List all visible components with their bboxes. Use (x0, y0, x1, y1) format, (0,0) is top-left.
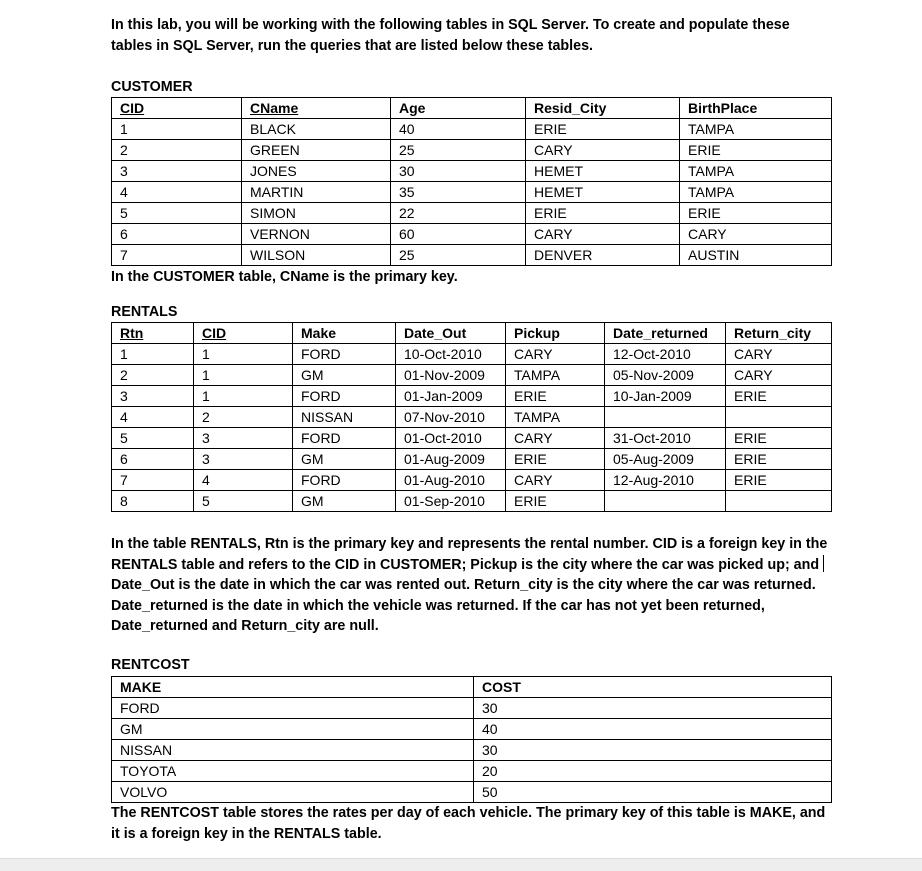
customer-cell-birthplace: TAMPA (680, 182, 832, 203)
rentals-cell-pickup: CARY (506, 470, 605, 491)
customer-cell-cname: JONES (242, 161, 391, 182)
rentcost-header-make: MAKE (112, 677, 474, 698)
rentals-header-return-city: Return_city (726, 323, 832, 344)
customer-row (112, 161, 832, 182)
customer-cell-cname: SIMON (242, 203, 391, 224)
customer-header-birthplace: BirthPlace (680, 98, 832, 119)
customer-cell-resid-city: HEMET (526, 182, 680, 203)
rentals-cell-date-returned: 05-Nov-2009 (605, 365, 726, 386)
rentcost-row (112, 698, 832, 719)
rentals-cell-pickup: ERIE (506, 386, 605, 407)
rentcost-cell-make: GM (112, 719, 474, 740)
customer-cell-cid: 3 (112, 161, 242, 182)
customer-caption: CUSTOMER (111, 79, 193, 95)
rentals-cell-pickup: TAMPA (506, 365, 605, 386)
rentals-cell-pickup: ERIE (506, 491, 605, 512)
rentals-table (111, 322, 832, 512)
rentals-row (112, 470, 832, 491)
rentcost-cell-cost: 20 (474, 761, 832, 782)
customer-cell-birthplace: TAMPA (680, 161, 832, 182)
rentals-cell-date-returned: 12-Aug-2010 (605, 470, 726, 491)
customer-cell-age: 30 (391, 161, 526, 182)
rentals-cell-pickup: CARY (506, 428, 605, 449)
rentals-cell-date-out: 01-Aug-2010 (396, 470, 506, 491)
rentals-row (112, 386, 832, 407)
customer-cell-cid: 7 (112, 245, 242, 266)
rentals-cell-make: GM (293, 365, 396, 386)
rentcost-row (112, 740, 832, 761)
rentals-cell-make: GM (293, 491, 396, 512)
customer-cell-birthplace: ERIE (680, 140, 832, 161)
rentals-cell-return-city (726, 407, 832, 428)
customer-row (112, 203, 832, 224)
customer-header-cid: CID (112, 98, 242, 119)
rentals-row (112, 491, 832, 512)
rentals-cell-date-out: 10-Oct-2010 (396, 344, 506, 365)
rentals-cell-rtn: 7 (112, 470, 194, 491)
rentals-row (112, 449, 832, 470)
intro-paragraph: In this lab, you will be working with the following tables in SQL Server. To create and populate these tables in SQL Server, run the queries that are listed below these tables. (111, 17, 790, 54)
rentals-cell-rtn: 1 (112, 344, 194, 365)
customer-cell-age: 60 (391, 224, 526, 245)
rentcost-note: The RENTCOST table stores the rates per day of each vehicle. The primary key of this table is MAKE, and it is a foreign key in the RENTALS table. (111, 805, 826, 842)
rentcost-cell-make: TOYOTA (112, 761, 474, 782)
rentals-cell-rtn: 8 (112, 491, 194, 512)
rentals-cell-rtn: 2 (112, 365, 194, 386)
rentals-cell-rtn: 4 (112, 407, 194, 428)
customer-cell-age: 35 (391, 182, 526, 203)
customer-cell-cid: 2 (112, 140, 242, 161)
rentals-header-make: Make (293, 323, 396, 344)
bottom-bar (0, 858, 922, 871)
rentals-cell-cid: 5 (194, 491, 293, 512)
customer-row (112, 140, 832, 161)
customer-header-row (112, 98, 832, 119)
rentals-cell-return-city (726, 491, 832, 512)
customer-cell-cid: 6 (112, 224, 242, 245)
rentals-cell-date-out: 01-Jan-2009 (396, 386, 506, 407)
customer-cell-resid-city: ERIE (526, 203, 680, 224)
rentals-header-row (112, 323, 832, 344)
rentals-cell-date-returned: 31-Oct-2010 (605, 428, 726, 449)
rentals-cell-cid: 1 (194, 365, 293, 386)
rentcost-cell-make: NISSAN (112, 740, 474, 761)
rentcost-row (112, 782, 832, 803)
customer-cell-cname: WILSON (242, 245, 391, 266)
customer-header-cname: CName (242, 98, 391, 119)
rentcost-cell-cost: 30 (474, 698, 832, 719)
customer-cell-resid-city: HEMET (526, 161, 680, 182)
rentals-cell-date-returned (605, 407, 726, 428)
customer-cell-cname: VERNON (242, 224, 391, 245)
rentals-cell-date-out: 01-Aug-2009 (396, 449, 506, 470)
rentals-header-pickup: Pickup (506, 323, 605, 344)
rentals-cell-cid: 3 (194, 428, 293, 449)
rentals-cell-date-out: 01-Sep-2010 (396, 491, 506, 512)
rentcost-header-cost: COST (474, 677, 832, 698)
customer-cell-birthplace: ERIE (680, 203, 832, 224)
rentals-cell-cid: 4 (194, 470, 293, 491)
rentals-cell-date-out: 01-Oct-2010 (396, 428, 506, 449)
customer-cell-age: 25 (391, 140, 526, 161)
rentals-cell-return-city: CARY (726, 365, 832, 386)
rentals-cell-return-city: ERIE (726, 449, 832, 470)
rentals-header-rtn: Rtn (112, 323, 194, 344)
rentals-cell-pickup: TAMPA (506, 407, 605, 428)
rentals-cell-make: FORD (293, 428, 396, 449)
rentcost-cell-cost: 40 (474, 719, 832, 740)
customer-cell-cid: 1 (112, 119, 242, 140)
rentcost-row (112, 761, 832, 782)
rentals-cell-date-returned (605, 491, 726, 512)
customer-cell-resid-city: ERIE (526, 119, 680, 140)
customer-row (112, 119, 832, 140)
rentcost-table (111, 676, 832, 803)
customer-cell-cname: GREEN (242, 140, 391, 161)
rentals-cell-return-city: ERIE (726, 428, 832, 449)
customer-cell-birthplace: AUSTIN (680, 245, 832, 266)
customer-row (112, 224, 832, 245)
rentals-cell-return-city: CARY (726, 344, 832, 365)
customer-cell-age: 40 (391, 119, 526, 140)
rentals-caption: RENTALS (111, 304, 178, 320)
rentals-cell-pickup: CARY (506, 344, 605, 365)
customer-header-age: Age (391, 98, 526, 119)
rentals-cell-make: FORD (293, 344, 396, 365)
customer-note: In the CUSTOMER table, CName is the primary key. (111, 269, 458, 285)
rentals-row (112, 365, 832, 386)
rentals-cell-date-returned: 05-Aug-2009 (605, 449, 726, 470)
rentcost-cell-cost: 50 (474, 782, 832, 803)
rentcost-cell-make: VOLVO (112, 782, 474, 803)
rentals-header-date-returned: Date_returned (605, 323, 726, 344)
rentals-cell-make: FORD (293, 470, 396, 491)
customer-cell-age: 22 (391, 203, 526, 224)
rentals-cell-cid: 2 (194, 407, 293, 428)
rentals-cell-make: FORD (293, 386, 396, 407)
customer-cell-age: 25 (391, 245, 526, 266)
customer-cell-cid: 4 (112, 182, 242, 203)
rentals-cell-return-city: ERIE (726, 386, 832, 407)
rentals-cell-pickup: ERIE (506, 449, 605, 470)
rentcost-cell-cost: 30 (474, 740, 832, 761)
rentals-cell-rtn: 6 (112, 449, 194, 470)
rentcost-cell-make: FORD (112, 698, 474, 719)
rentals-description-text: In the table RENTALS, Rtn is the primary key and represents the rental number. CID is a foreign key in the RENTALS table and refers to the CID in CUSTOMER; Pickup is the city where the car was picked up; and Date_Out is the date in which the car was rented out. Return_city is the city where the car was returned. Date_returned is the date in which the vehicle was returned. If the car has not yet been returned, Date_returned and Return_city are null. (111, 536, 828, 634)
customer-cell-resid-city: CARY (526, 224, 680, 245)
customer-cell-birthplace: CARY (680, 224, 832, 245)
customer-row (112, 245, 832, 266)
customer-cell-cname: BLACK (242, 119, 391, 140)
rentals-cell-cid: 1 (194, 344, 293, 365)
rentals-cell-make: NISSAN (293, 407, 396, 428)
rentals-header-date-out: Date_Out (396, 323, 506, 344)
customer-header-resid-city: Resid_City (526, 98, 680, 119)
rentals-row (112, 428, 832, 449)
rentcost-caption: RENTCOST (111, 657, 190, 673)
rentals-cell-date-out: 01-Nov-2009 (396, 365, 506, 386)
customer-cell-cid: 5 (112, 203, 242, 224)
customer-cell-cname: MARTIN (242, 182, 391, 203)
customer-table (111, 97, 832, 266)
rentals-header-cid: CID (194, 323, 293, 344)
rentals-cell-return-city: ERIE (726, 470, 832, 491)
rentals-cell-rtn: 5 (112, 428, 194, 449)
customer-cell-birthplace: TAMPA (680, 119, 832, 140)
customer-cell-resid-city: CARY (526, 140, 680, 161)
rentcost-header-row (112, 677, 832, 698)
customer-cell-resid-city: DENVER (526, 245, 680, 266)
rentals-cell-cid: 1 (194, 386, 293, 407)
rentals-cell-date-out: 07-Nov-2010 (396, 407, 506, 428)
rentals-row (112, 407, 832, 428)
rentals-cell-rtn: 3 (112, 386, 194, 407)
rentals-cell-cid: 3 (194, 449, 293, 470)
rentals-cell-date-returned: 12-Oct-2010 (605, 344, 726, 365)
rentals-description (111, 534, 831, 637)
rentals-cell-make: GM (293, 449, 396, 470)
rentals-row (112, 344, 832, 365)
rentcost-row (112, 719, 832, 740)
customer-row (112, 182, 832, 203)
rentals-cell-date-returned: 10-Jan-2009 (605, 386, 726, 407)
text-cursor (823, 555, 824, 572)
